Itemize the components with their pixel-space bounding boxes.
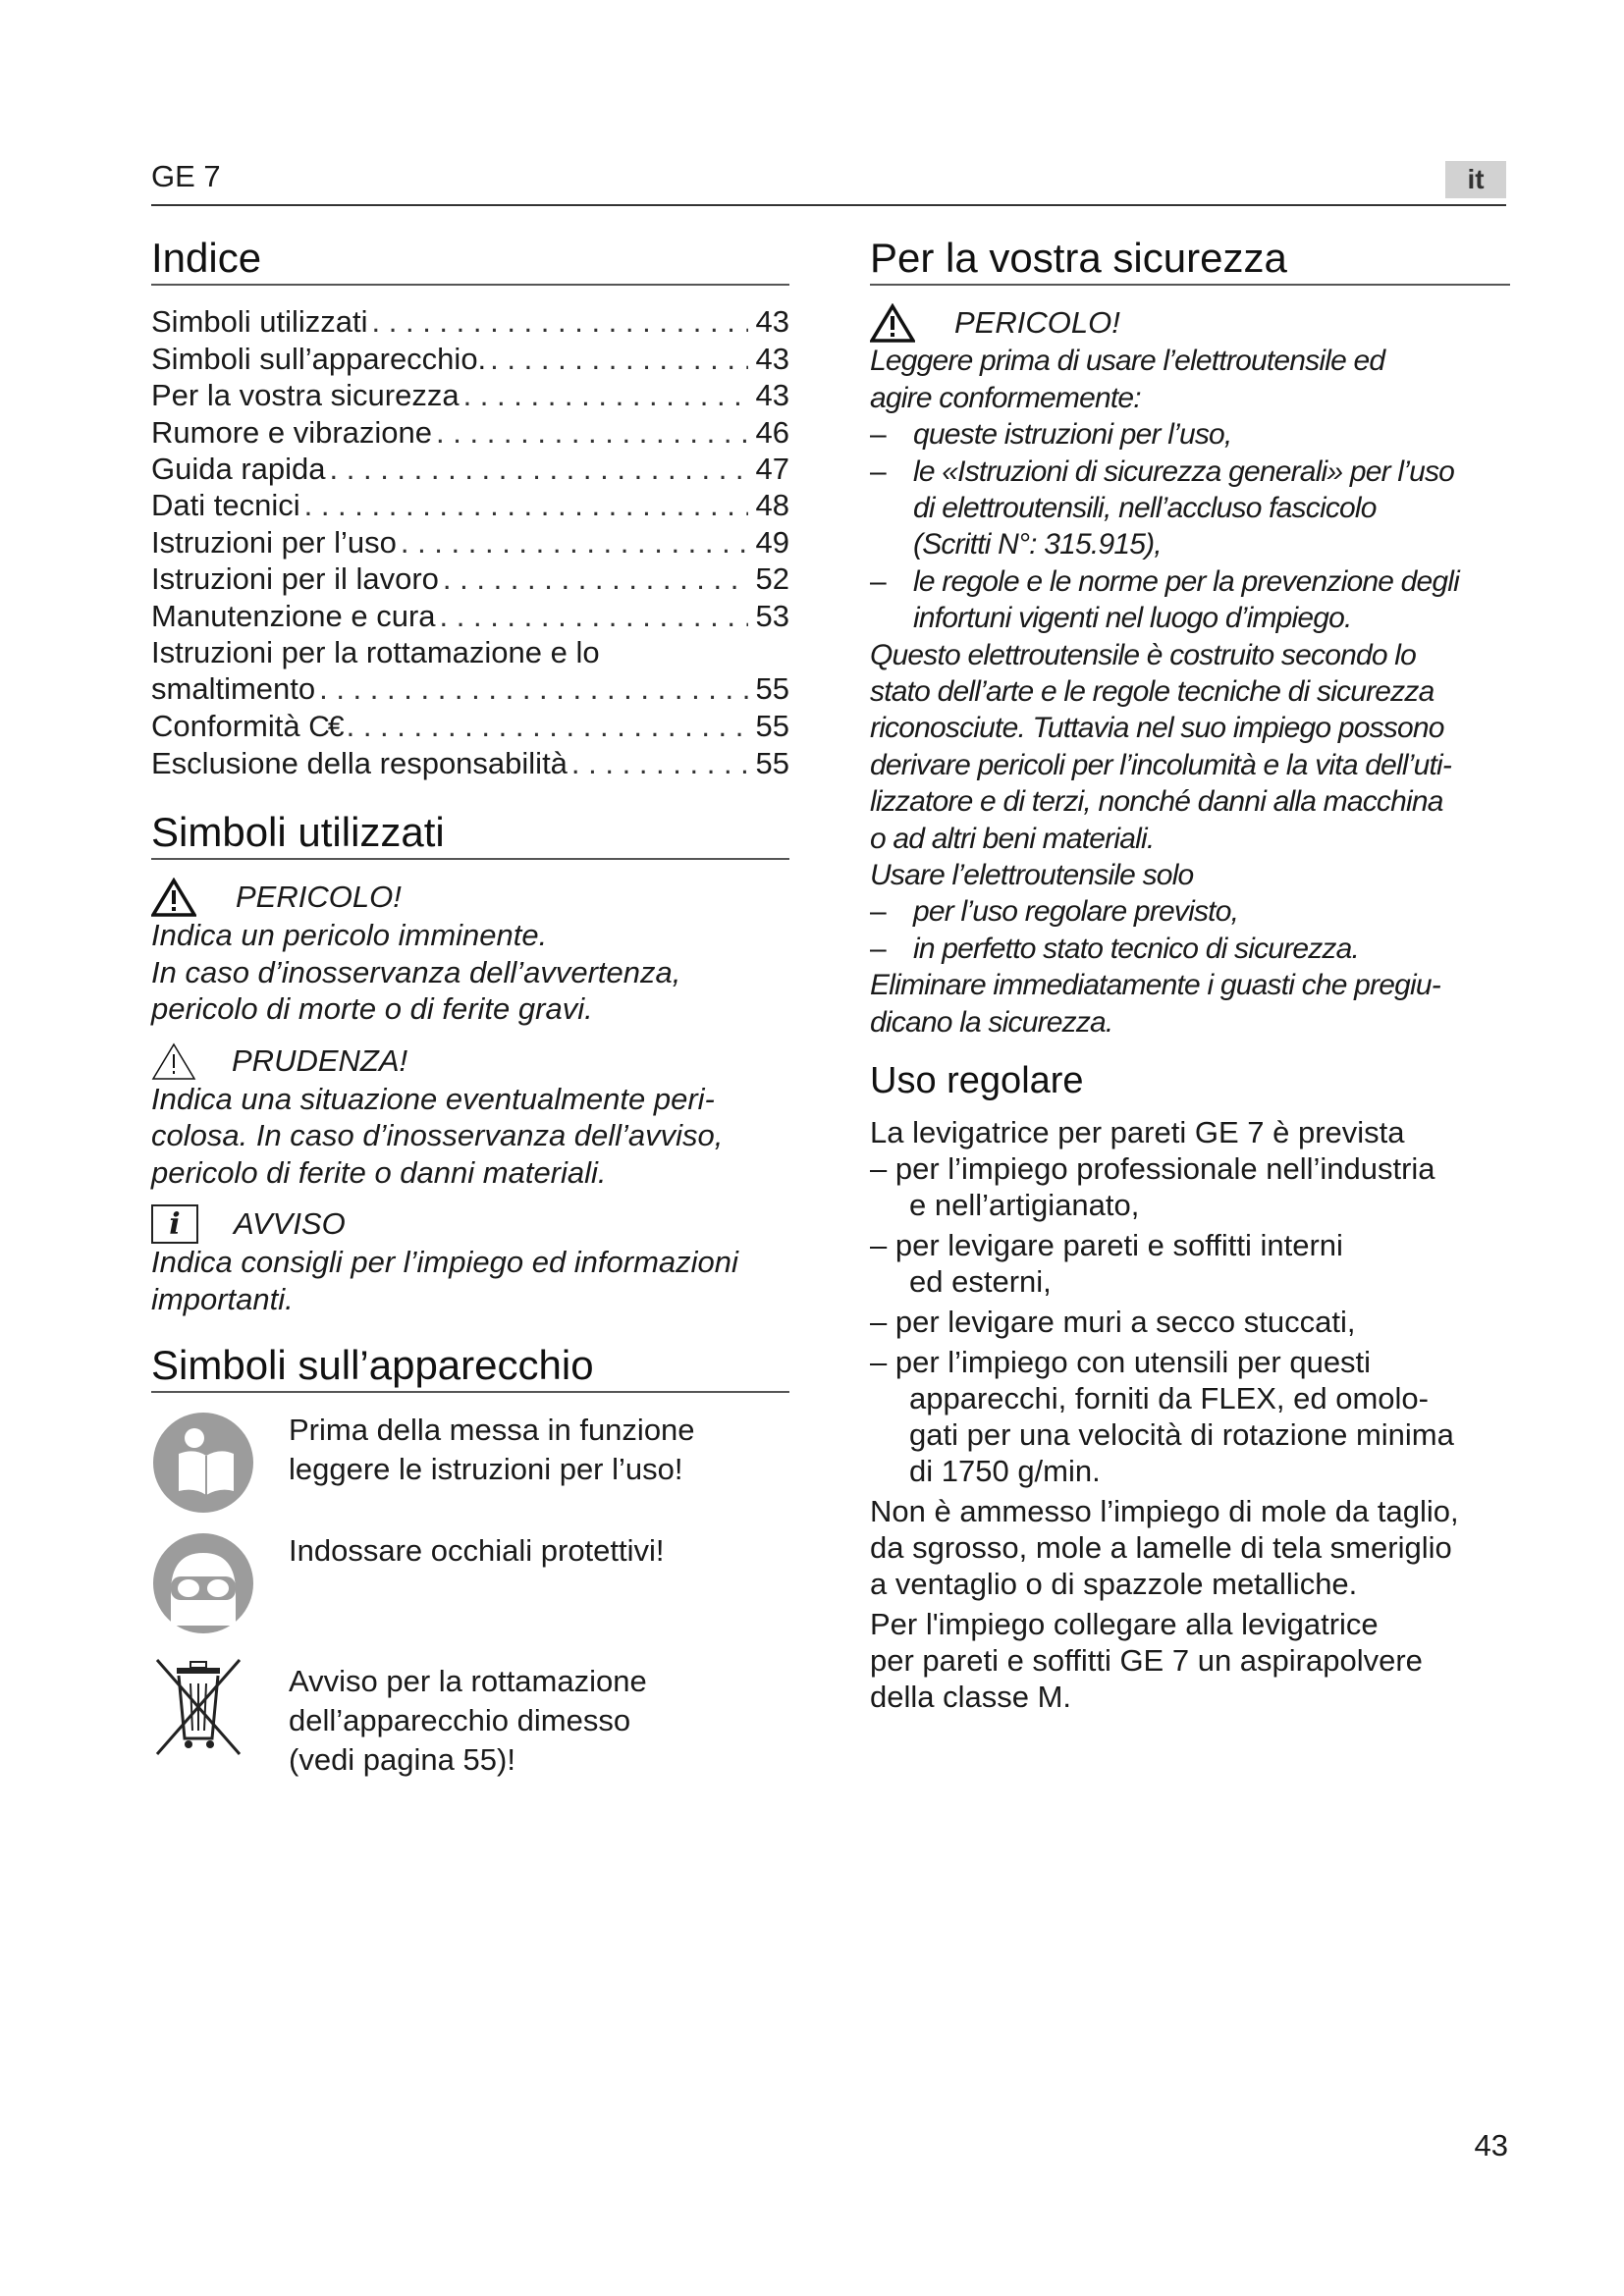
list-item: – le regole e le norme per la prevenzione degli infortuni vigenti nel luogo d’impiego. <box>870 563 1510 637</box>
proper-use-note: Non è ammesso l’impiego di mole da taglio, da sgrosso, mole a lamelle di tela smeriglio a ventaglio o di spazzole metalliche. <box>870 1494 1459 1602</box>
read-manual-icon <box>151 1411 255 1515</box>
danger-heading: PERICOLO! <box>151 878 789 917</box>
list-item: – queste istruzioni per l’uso, <box>870 416 1510 453</box>
page-number: 43 <box>1474 2128 1508 2163</box>
list-item: – le «Istruzioni di sicurezza generali» per l’uso di elettroutensili, nell’accluso fascicolo (Scritti N°: 315.915), <box>870 454 1510 563</box>
danger-description: Indica un pericolo imminente. In caso d’inosservanza dell’avvertenza, pericolo di morte o di ferite gravi. <box>151 918 681 1026</box>
safety-title: Per la vostra sicurezza <box>870 236 1510 286</box>
info-icon: i <box>151 1204 198 1244</box>
device-symbol-row <box>151 1652 789 1780</box>
device-symbol-row <box>151 1411 789 1520</box>
table-of-contents <box>151 303 789 781</box>
toc-entry[interactable]: Istruzioni per l’uso . . . 49 <box>151 524 789 561</box>
crossed-bin-icon <box>151 1652 245 1760</box>
list-item: – per levigare muri a secco stuccati, <box>870 1305 1356 1340</box>
proper-use-note: Per l'impiego collegare alla levigatrice per pareti e soffitti GE 7 un aspirapolvere della classe M. <box>870 1607 1423 1715</box>
toc-entry[interactable]: Manutenzione e cura . . . 53 <box>151 598 789 634</box>
proper-use-title: Uso regolare <box>870 1060 1084 1102</box>
toc-entry[interactable]: Per la vostra sicurezza . . . 43 <box>151 377 789 413</box>
left-column <box>151 236 789 1791</box>
toc-entry[interactable]: Conformità C€ . . . 55 <box>151 708 789 745</box>
list-item: – per l’impiego professionale nell’industria e nell’artigianato, <box>870 1151 1435 1223</box>
toc-entry-line2[interactable]: smaltimento . . . 55 <box>151 670 789 707</box>
toc-entry[interactable]: Esclusione della responsabilità . . . 55 <box>151 745 789 781</box>
symbols-used-title: Simboli utilizzati <box>151 810 789 860</box>
toc-entry[interactable]: Simboli utilizzati . . . 43 <box>151 303 789 340</box>
toc-entry[interactable]: Rumore e vibrazione . . . 46 <box>151 414 789 451</box>
toc-entry[interactable]: Simboli sull’apparecchio. . . . 43 <box>151 341 789 377</box>
safety-goggles-icon <box>151 1531 255 1635</box>
caution-heading: PRUDENZA! <box>151 1041 789 1081</box>
device-symbol-text: Indossare occhiali protettivi! <box>289 1533 665 1569</box>
proper-use-text: La levigatrice per pareti GE 7 è prevista – per l’impiego professionale nell’industria e nell’artigianato, – per levigare pareti e soffitti interni ed esterni, – per levigare muri a secco stuccati, – per l’impiego con utensili per questi apparecchi, forniti da FLEX, ed omolo- gati per una velocità di rotazione minima di 1750 g/min. Non è ammesso l’impiego di mole da taglio, da sgrosso, mole a lamelle di tela smeriglio a ventaglio o di spazzole metalliche. Per l'impiego collegare alla levigatrice per pareti e soffitti GE 7 un aspirapolvere della classe M. <box>870 1114 1510 1715</box>
list-item: – in perfetto stato tecnico di sicurezza. <box>870 931 1510 967</box>
list-item: – per l’uso regolare previsto, <box>870 893 1510 930</box>
warning-triangle-icon <box>870 303 915 343</box>
toc-title: Indice <box>151 236 789 286</box>
toc-entry[interactable]: Dati tecnici . . . 48 <box>151 487 789 523</box>
warning-triangle-icon <box>151 878 196 917</box>
proper-use-list <box>870 1150 1510 1489</box>
toc-entry[interactable]: Guida rapida . . . 47 <box>151 451 789 487</box>
safety-list-conditions <box>870 893 1510 967</box>
toc-entry-line1[interactable]: Istruzioni per la rottamazione e lo <box>151 635 600 670</box>
notice-description: Indica consigli per l’impiego ed informazioni importanti. <box>151 1245 738 1316</box>
device-symbol-text: Avviso per la rottamazione dell’apparecchio dimesso (vedi pagina 55)! <box>289 1664 647 1778</box>
device-symbols-title: Simboli sull’apparecchio <box>151 1343 789 1393</box>
language-badge: it <box>1445 161 1506 198</box>
list-item: – per levigare pareti e soffitti interni ed esterni, <box>870 1228 1343 1300</box>
caution-triangle-icon <box>151 1041 196 1081</box>
model-name: GE 7 <box>151 159 221 193</box>
caution-description: Indica una situazione eventualmente peri- colosa. In caso d’inosservanza dell’avviso, pericolo di ferite o danni materiali. <box>151 1081 724 1190</box>
device-symbol-text: Prima della messa in funzione leggere le istruzioni per l’uso! <box>289 1413 695 1487</box>
safety-text: Leggere prima di usare l’elettroutensile ed agire conformemente: – queste istruzioni per l’uso, – le «Istruzioni di sicurezza generali» per l’uso di elettroutensili, nell’accluso fascicolo (Scritti N°: 315.915), – le regole e le norme per la prevenzione degli infortuni vigenti nel luogo d’impiego. Questo elettroutensile è costruito secondo lo stato dell’arte e le regole tecniche di sicurezza riconosciute. Tuttavia nel suo impiego possono derivare pericoli per l’incolumità e la vita dell’uti- lizzatore e di terzi, nonché danni alla macchina o ad altri beni materiali. Usare l’elettroutensile solo – per l’uso regolare previsto, – in perfetto stato tecnico di sicurezza. Eliminare immediatamente i guasti che pregiu- dicano la sicurezza. <box>870 343 1510 1041</box>
safety-danger-heading: PERICOLO! <box>870 303 1510 343</box>
page-header <box>151 159 1506 206</box>
device-symbol-row <box>151 1531 789 1640</box>
ce-mark-icon: C€ <box>308 710 343 743</box>
right-column <box>870 236 1510 1715</box>
safety-list-docs <box>870 416 1510 636</box>
list-item: – per l’impiego con utensili per questi apparecchi, forniti da FLEX, ed omolo- gati per una velocità di rotazione minima di 1750 g/min. <box>870 1345 1454 1489</box>
notice-heading: i AVVISO <box>151 1204 789 1244</box>
toc-entry[interactable]: Istruzioni per il lavoro . . . 52 <box>151 561 789 597</box>
